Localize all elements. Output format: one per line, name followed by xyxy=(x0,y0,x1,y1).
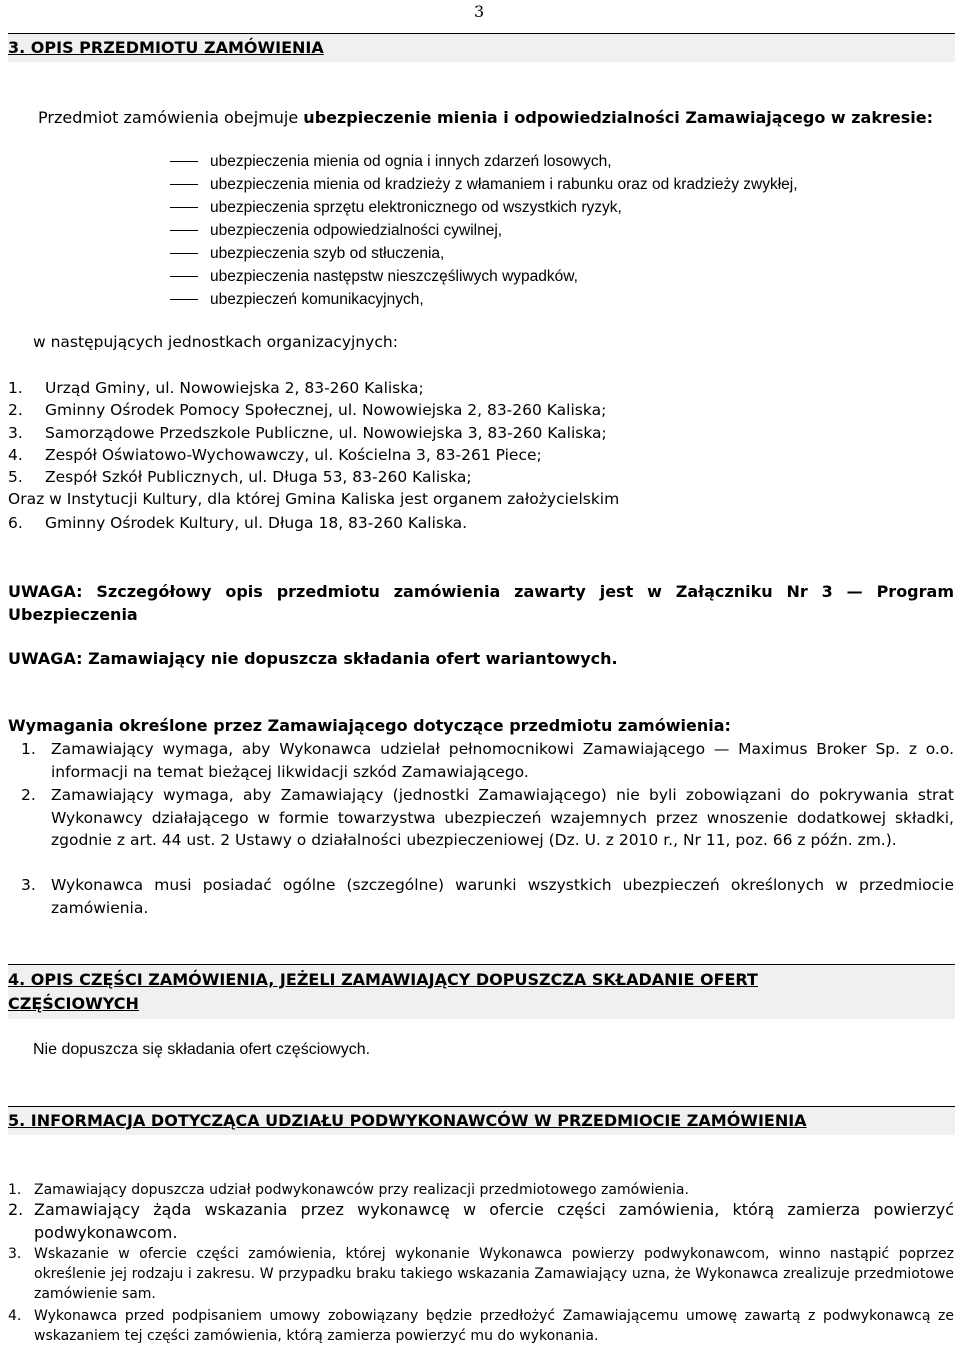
units-intro: w następujących jednostkach organizacyjnych: xyxy=(33,333,398,351)
scope-item: ubezpieczenia szyb od stłuczenia, xyxy=(170,244,444,264)
section-3-heading: 3. OPIS PRZEDMIOTU ZAMÓWIENIA xyxy=(8,33,955,62)
unit-item: 1. Urząd Gminy, ul. Nowowiejska 2, 83-260 Kaliska; xyxy=(8,379,424,397)
note-program: UWAGA: Szczegółowy opis przedmiotu zamówienia zawarty jest w Załączniku Nr 3 — Program Ubezpieczenia xyxy=(8,582,954,624)
section-4-heading: 4. OPIS CZĘŚCI ZAMÓWIENIA, JEŻELI ZAMAWIAJĄCY DOPUSZCZA SKŁADANIE OFERT CZĘŚCIOWYCH xyxy=(8,964,955,1019)
requirement-item: 1. Zamawiający wymaga, aby Wykonawca udzielał pełnomocnikowi Zamawiającego — Maximus Broker Sp. z o.o. informacji na temat bieżącej likwidacji szkód Zamawiającego. xyxy=(21,740,954,781)
page-number: 3 xyxy=(474,2,485,21)
section-5-heading: 5. INFORMACJA DOTYCZĄCA UDZIAŁU PODWYKONAWCÓW W PRZEDMIOCIE ZAMÓWIENIA xyxy=(8,1106,955,1135)
subcontract-item: 4. Wykonawca przed podpisaniem umowy zobowiązany będzie przedłożyć Zamawiającemu umowę zawartą z podwykonawcą ze wskazaniem tej części zamówienia, którą zamierza powierzyć mu do wykonania. xyxy=(8,1308,954,1344)
unit-item: 2. Gminny Ośrodek Pomocy Społecznej, ul. Nowowiejska 2, 83-260 Kaliska; xyxy=(8,401,607,419)
scope-item: ubezpieczeń komunikacyjnych, xyxy=(170,290,424,310)
culture-line: Oraz w Instytucji Kultury, dla której Gmina Kaliska jest organem założycielskim xyxy=(8,490,620,508)
scope-item: ubezpieczenia odpowiedzialności cywilnej, xyxy=(170,221,502,241)
scope-item: ubezpieczenia sprzętu elektronicznego od wszystkich ryzyk, xyxy=(170,198,622,218)
requirement-item: 2. Zamawiający wymaga, aby Zamawiający (jednostki Zamawiającego) nie byli zobowiązani do pokrywania strat Wykonawcy działającego w formie towarzystwa ubezpieczeń wzajemnych przez wnoszenie dodatkowej składki, zgodnie z art. 44 ust. 2 Ustawy o działalności ubezpieczeniowej (Dz. U. z 2010 r., Nr 11, poz. 66 z późn. zm.). xyxy=(21,786,954,849)
unit-item: 5. Zespół Szkół Publicznych, ul. Długa 53, 83-260 Kaliska; xyxy=(8,468,472,486)
unit-item: 4. Zespół Oświatowo-Wychowawczy, ul. Kościelna 3, 83-261 Piece; xyxy=(8,446,542,464)
intro-paragraph xyxy=(38,107,954,129)
unit-item: 3. Samorządowe Przedszkole Publiczne, ul. Nowowiejska 3, 83-260 Kaliska; xyxy=(8,424,607,442)
scope-item: ubezpieczenia mienia od ognia i innych zdarzeń losowych, xyxy=(170,152,612,172)
scope-item: ubezpieczenia mienia od kradzieży z włamaniem i rabunku oraz od kradzieży zwykłej, xyxy=(170,175,798,195)
subcontract-item: 3. Wskazanie w ofercie części zamówienia, której wykonanie Wykonawca powierzy podwykonawcom, winno nastąpić poprzez określenie jej rodzaju i zakresu. W przypadku braku takiego wskazania Zamawiający uzna, że Wykonawca zrealizuje przedmiotowe zamówienie sam. xyxy=(8,1246,954,1302)
unit-item: 6. Gminny Ośrodek Kultury, ul. Długa 18, 83-260 Kaliska. xyxy=(8,514,468,532)
section-4-text: Nie dopuszcza się składania ofert częściowych. xyxy=(33,1041,371,1058)
intro-normal: Przedmiot zamówienia obejmuje xyxy=(38,108,304,127)
subcontract-item: 2. Zamawiający żąda wskazania przez wykonawcę w ofercie części zamówienia, którą zamierza powierzyć podwykonawcom. xyxy=(8,1200,954,1242)
scope-item: ubezpieczenia następstw nieszczęśliwych wypadków, xyxy=(170,267,578,287)
intro-bold: ubezpieczenie mienia i odpowiedzialności Zamawiającego w zakresie: xyxy=(303,108,933,127)
subcontract-item: 1. Zamawiający dopuszcza udział podwykonawców przy realizacji przedmiotowego zamówienia. xyxy=(8,1182,689,1198)
requirement-item: 3. Wykonawca musi posiadać ogólne (szczególne) warunki wszystkich ubezpieczeń określonych w przedmiocie zamówienia. xyxy=(21,876,954,917)
note-variants: UWAGA: Zamawiający nie dopuszcza składania ofert wariantowych. xyxy=(8,649,618,668)
requirements-heading: Wymagania określone przez Zamawiającego dotyczące przedmiotu zamówienia: xyxy=(8,716,731,735)
